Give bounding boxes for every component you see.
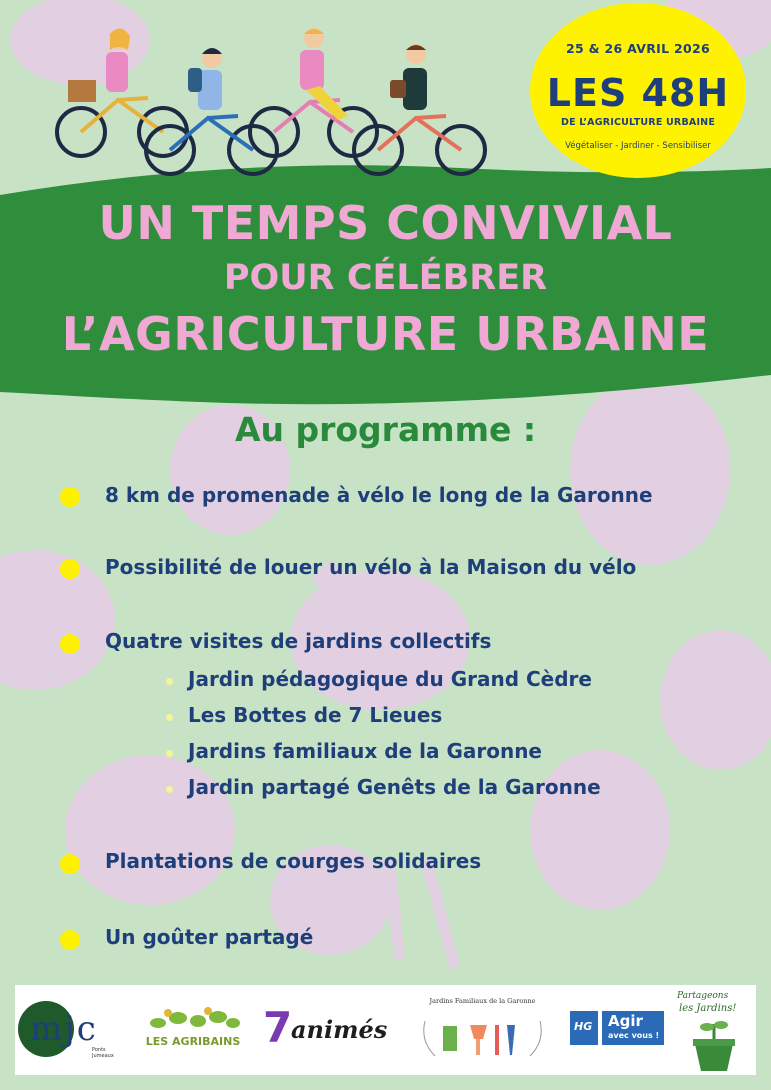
7-animes-text: animés (291, 1015, 388, 1044)
headline-line-1: UN TEMPS CONVIVIAL (98, 196, 673, 250)
mjc-logo-subtitle: Ponts Jumeaux (92, 1047, 114, 1059)
program-item: Plantations de courges solidaires (105, 849, 482, 873)
partageons-text: Partageons (677, 991, 729, 1001)
7-animes-logo (263, 1003, 403, 1052)
program-item: Un goûter partagé (105, 925, 314, 949)
garden-item: Jardins familiaux de la Garonne (188, 739, 542, 763)
flower-pot-icon (675, 1019, 753, 1074)
haute-garonne-logo (570, 1007, 665, 1049)
event-date: 25 & 26 AVRIL 2026 (565, 41, 711, 56)
agribains-logo-text: LES AGRIBAINS (145, 1035, 241, 1048)
sub-bullet-icon (166, 714, 173, 721)
bullet-icon (60, 854, 80, 874)
partageons-les-jardins-logo (675, 991, 753, 1075)
sub-bullet-icon (166, 678, 173, 685)
garden-item: Jardin pédagogique du Grand Cèdre (188, 667, 592, 691)
hg-logo-text: HG (574, 1020, 593, 1033)
bullet-icon (60, 559, 80, 579)
sub-bullet-icon (166, 786, 173, 793)
leaves-icon (143, 1003, 243, 1033)
bullet-icon (60, 634, 80, 654)
garden-tools-icon (415, 1011, 550, 1061)
garden-item: Jardin partagé Genêts de la Garonne (188, 775, 601, 799)
jardins-familiaux-text: Jardins Familiaux de la Garonne (429, 997, 536, 1005)
sub-bullet-icon (166, 750, 173, 757)
event-subtitle: DE L’AGRICULTURE URBAINE (560, 117, 716, 128)
mjc-logo-text: mjc (30, 1009, 98, 1049)
agir-logo-subtitle: avec vous ! (608, 1031, 660, 1040)
partner-logos-bar (15, 985, 756, 1075)
cyclists-illustration (48, 20, 498, 185)
headline-line-3: L’AGRICULTURE URBAINE (61, 307, 710, 361)
program-item: Possibilité de louer un vélo à la Maison du vélo (105, 555, 637, 579)
bullet-icon (60, 930, 80, 950)
bullet-icon (60, 487, 80, 507)
event-date-badge (530, 3, 746, 178)
agribains-logo (143, 1003, 243, 1063)
mjc-logo (18, 1001, 128, 1061)
agir-box (602, 1011, 664, 1045)
hg-icon (570, 1011, 598, 1045)
program-item: Quatre visites de jardins collectifs (105, 629, 492, 653)
event-tags: Végétaliser - Jardiner - Sensibiliser (565, 141, 711, 151)
garden-item: Les Bottes de 7 Lieues (188, 703, 443, 727)
headline-line-2: POUR CÉLÉBRER (223, 258, 548, 298)
event-title: LES 48H (546, 71, 730, 115)
program-item: 8 km de promenade à vélo le long de la Garonne (105, 483, 653, 507)
7-animes-number: 7 (263, 1003, 293, 1052)
les-jardins-text: les Jardins! (679, 1003, 737, 1014)
jardins-familiaux-logo (415, 997, 550, 1067)
agir-logo-text: Agir (608, 1012, 643, 1030)
program-title: Au programme : (234, 410, 537, 449)
